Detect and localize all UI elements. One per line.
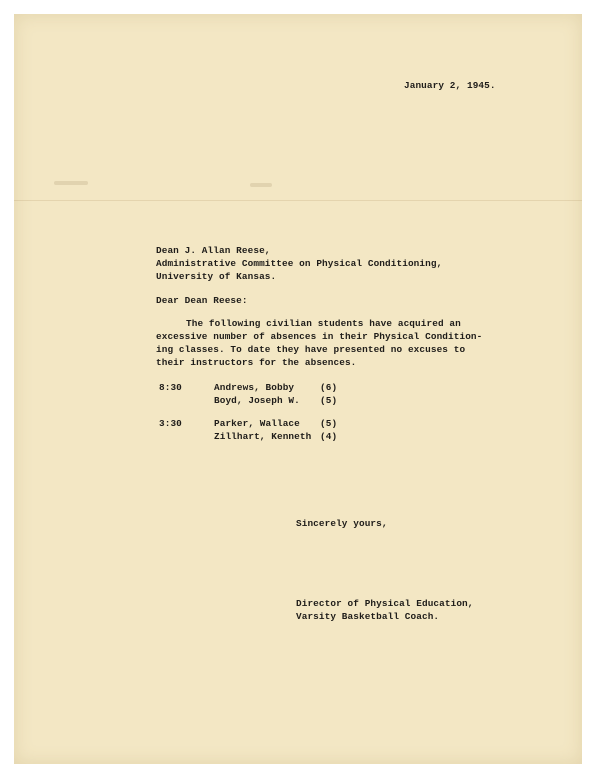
body-line: The following civilian students have acquired an: [186, 318, 461, 329]
recipient-committee: Administrative Committee on Physical Conditioning,: [156, 258, 443, 269]
letter-date: January 2, 1945.: [404, 80, 496, 91]
signature-title: Director of Physical Education,: [296, 598, 474, 609]
letter-page: [14, 14, 582, 764]
absence-count: (5): [320, 418, 338, 429]
absence-count: (5): [320, 395, 338, 406]
bleed-through-mark: [54, 181, 88, 185]
student-name: Boyd, Joseph W.: [214, 395, 300, 406]
class-time: 3:30: [159, 418, 182, 429]
body-line: ing classes. To date they have presented no excuses to: [156, 344, 466, 355]
body-line: excessive number of absences in their Physical Condition-: [156, 331, 483, 342]
signature-title: Varsity Basketball Coach.: [296, 611, 440, 622]
student-name: Parker, Wallace: [214, 418, 300, 429]
absence-count: (6): [320, 382, 338, 393]
closing: Sincerely yours,: [296, 518, 388, 529]
absence-count: (4): [320, 431, 338, 442]
recipient-name: Dean J. Allan Reese,: [156, 245, 271, 256]
class-time: 8:30: [159, 382, 182, 393]
body-line: their instructors for the absences.: [156, 357, 357, 368]
paper-fold-line: [14, 200, 582, 201]
student-name: Zillhart, Kenneth: [214, 431, 312, 442]
student-name: Andrews, Bobby: [214, 382, 295, 393]
salutation: Dear Dean Reese:: [156, 295, 248, 306]
bleed-through-mark: [250, 183, 272, 187]
recipient-university: University of Kansas.: [156, 271, 277, 282]
